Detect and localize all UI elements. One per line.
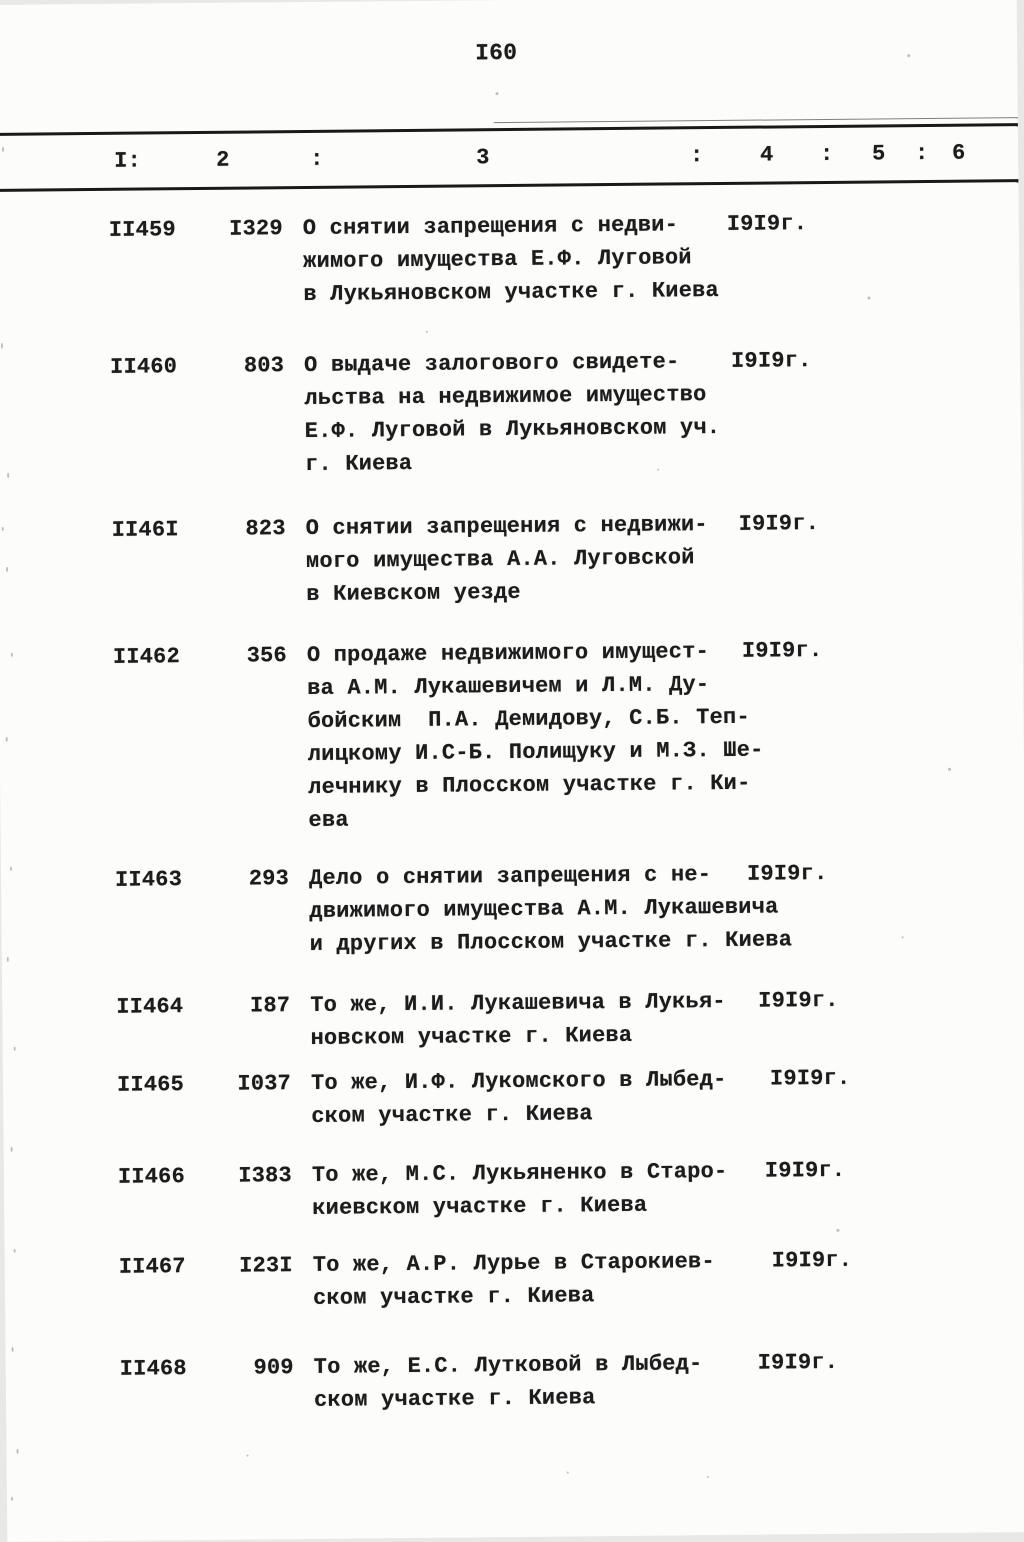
year-cell: I9I9г. [771,1247,853,1274]
table-header-rule-bottom [0,179,1024,192]
scan-speck [496,92,499,95]
description-cell [307,635,765,837]
description-cell [309,857,792,961]
file-number-cell: I037 [237,1071,292,1097]
table-header-rule-top [0,123,1024,136]
scan-speck [17,1449,19,1454]
column-header: 2 [216,147,230,173]
scan-line-artifact [494,117,1024,123]
description-cell [311,1063,727,1133]
record-number-cell: II46I [111,517,179,543]
scan-speck [907,54,910,57]
scan-speck [657,469,659,471]
year-cell: I9I9г. [730,348,812,374]
description-line: Е.Ф. Луговой в Лукьяновском уч. [304,414,721,444]
description-line: То же, Е.С. Лутковой в Лыбед- [313,1351,703,1380]
description-cell [313,1245,716,1315]
file-number-cell: I383 [238,1163,293,1189]
file-number-cell: I23I [239,1253,293,1279]
scan-speck [707,1476,709,1478]
column-header: : [914,140,929,167]
record-number-cell: II460 [110,354,178,380]
column-header: 5 [871,141,886,167]
column-header: 6 [951,140,966,166]
description-line: То же, М.С. Лукьяненко в Старо- [311,1158,728,1188]
column-header: I: [114,148,142,174]
description-line: и других в Плосском участке г. Киева [309,927,793,957]
scan-speck [836,1229,839,1232]
year-cell: I9I9г. [746,860,828,887]
description-cell [314,1347,703,1417]
description-cell [310,985,726,1055]
record-number-cell: II466 [117,1164,186,1190]
scan-speck [902,936,904,938]
description-line: То же, И.И. Лукашевича в Лукья- [310,988,726,1018]
description-line: в Лукьяновском участке г. Киева [303,277,720,307]
column-header: 4 [760,142,774,168]
column-header: 3 [476,145,490,171]
scan-noise [0,0,1017,5]
record-number-cell: II462 [112,644,181,670]
scan-speck [11,653,13,657]
table-row [4,1152,1024,1221]
year-cell: I9I9г. [769,1065,851,1092]
description-line: О продаже недвижимого имущест- [306,639,710,668]
column-header: : [690,143,704,169]
description-line: То же, И.Ф. Лукомского в Лыбед- [310,1066,727,1096]
year-cell: I9I9г. [764,1157,846,1184]
description-line: О снятии запрещения с недвижи- [305,512,708,541]
description-cell [312,1155,728,1225]
scan-speck [14,1249,16,1253]
column-header: : [820,141,834,168]
record-number-cell: II467 [118,1254,186,1280]
description-line: То же, А.Р. Лурье в Старокиев- [312,1249,715,1278]
year-cell: I9I9г. [758,987,839,1014]
description-cell [306,508,709,611]
scan-speck [7,957,9,962]
year-cell: I9I9г. [726,211,808,237]
year-cell: I9I9г. [738,511,820,537]
table-row [1,855,1024,957]
year-cell: I9I9г. [757,1349,839,1376]
year-cell: I9I9г. [741,638,823,664]
description-line: ва А.М. Лукашевичем и Л.М. Ду- [307,672,710,701]
table-row [0,632,1023,833]
description-line: ском участке г. Киева [312,1283,595,1311]
record-number-cell: II463 [114,867,183,893]
table-row [3,1060,1024,1129]
file-number-cell: I329 [229,216,283,242]
scan-speck [12,1347,14,1352]
scan-speck [2,147,4,152]
file-number-cell: 909 [253,1355,294,1381]
table-row [0,205,1019,307]
table-row [0,505,1021,607]
description-cell [303,208,719,311]
description-line: жимого имущества Е.Ф. Луговой [303,245,692,274]
scan-speck [567,1471,569,1473]
description-line: г. Киева [304,450,413,477]
record-number-cell: II465 [116,1072,185,1098]
scan-speck [2,527,4,531]
record-number-cell: II459 [108,217,176,243]
column-header: : [310,146,324,172]
description-line: ском участке г. Киева [313,1385,596,1413]
scan-speck [14,1047,16,1051]
scan-speck [10,867,12,871]
description-line: лечнику в Плосском участке г. Ки- [308,770,751,800]
file-number-cell: 356 [246,643,288,669]
table-row [2,982,1024,1051]
scan-speck [867,297,870,300]
description-line: лицкому И.С-Б. Полищуку и М.З. Ше- [307,737,764,767]
description-line: киевском участке г. Киева [312,1192,648,1221]
description-line: Дело о снятии запрещения с не- [308,862,712,891]
description-line: О выдаче залогового свидете- [304,349,680,378]
description-cell [304,345,721,481]
description-line: в Киевском уезде [306,579,521,607]
table-row [5,1242,1024,1311]
scan-speck [1,343,3,349]
record-number-cell: II464 [116,994,184,1020]
file-number-cell: 803 [243,353,285,379]
description-line: ском участке г. Киева [311,1101,593,1129]
description-line: ева [308,807,349,833]
page-number: I60 [475,39,518,67]
description-line: мого имущества А.А. Луговской [305,545,695,574]
description-line: О снятии запрещения с недви- [302,212,679,241]
description-line: новском участке г. Киева [310,1022,633,1051]
file-number-cell: 823 [245,516,286,542]
table-row [6,1344,1024,1413]
scan-speck [426,331,428,333]
scan-speck [6,737,8,742]
file-number-cell: I87 [249,993,291,1019]
scan-speck [11,1147,13,1152]
scan-speck [247,1455,249,1457]
table-row [0,342,1020,477]
scan-speck [948,768,951,771]
description-line: льства на недвижимое имущество [304,382,707,411]
scan-speck [6,567,8,572]
description-line: движимого имущества А.М. Лукашевича [309,894,779,924]
scan-speck [11,1497,13,1501]
file-number-cell: 293 [248,866,290,892]
record-number-cell: II468 [119,1356,187,1382]
description-line: бойским П.А. Демидову, С.Б. Теп- [307,704,750,734]
scan-speck [7,473,9,478]
